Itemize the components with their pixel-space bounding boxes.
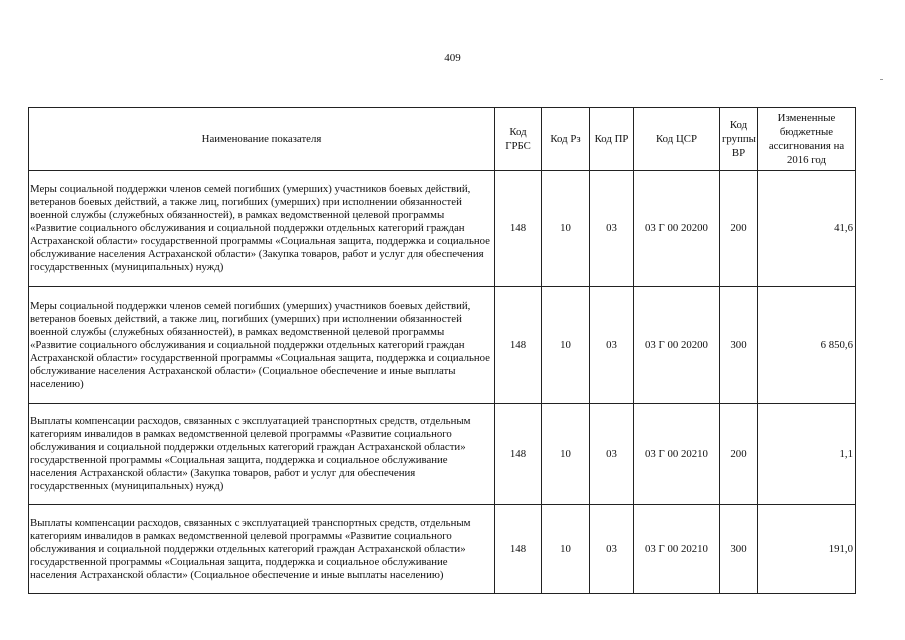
header-row — [29, 108, 856, 171]
header-rz: Код Рз — [542, 108, 590, 171]
header-vr: Код группы ВР — [720, 108, 758, 171]
header-pr: Код ПР — [590, 108, 634, 171]
table-header — [29, 108, 856, 171]
table-row — [29, 404, 856, 505]
table-body — [29, 171, 856, 594]
cell-vr: 300 — [720, 287, 758, 404]
cell-grbs: 148 — [495, 287, 542, 404]
scan-edge-mark — [880, 79, 883, 80]
cell-csr: 03 Г 00 20210 — [634, 505, 720, 594]
cell-pr: 03 — [590, 287, 634, 404]
cell-csr: 03 Г 00 20210 — [634, 404, 720, 505]
header-name: Наименование показателя — [29, 108, 495, 171]
cell-amount: 41,6 — [758, 171, 856, 287]
cell-grbs: 148 — [495, 505, 542, 594]
cell-vr: 300 — [720, 505, 758, 594]
cell-rz: 10 — [542, 505, 590, 594]
cell-pr: 03 — [590, 171, 634, 287]
table-row — [29, 505, 856, 594]
cell-pr: 03 — [590, 404, 634, 505]
cell-csr: 03 Г 00 20200 — [634, 171, 720, 287]
cell-grbs: 148 — [495, 171, 542, 287]
budget-allocation-table — [28, 107, 856, 594]
header-grbs: Код ГРБС — [495, 108, 542, 171]
cell-name: Выплаты компенсации расходов, связанных с эксплуатацией транспортных средств, отдельным категориям инвалидов в рамках ведомственной целевой программы «Развитие социального обслуживания и социальной поддержки отдельных категорий граждан Астраханской области» государственной программы «Социальная защита, поддержка и социальное обслуживание населения Астраханской области» (Социальное обеспечение и иные выплаты населению) — [29, 505, 495, 594]
table-row — [29, 171, 856, 287]
cell-grbs: 148 — [495, 404, 542, 505]
table-row — [29, 287, 856, 404]
cell-rz: 10 — [542, 404, 590, 505]
cell-pr: 03 — [590, 505, 634, 594]
cell-rz: 10 — [542, 287, 590, 404]
page-number: 409 — [444, 52, 461, 64]
cell-vr: 200 — [720, 171, 758, 287]
cell-amount: 191,0 — [758, 505, 856, 594]
cell-amount: 1,1 — [758, 404, 856, 505]
cell-name: Меры социальной поддержки членов семей погибших (умерших) участников боевых действий, ветеранов боевых действий, а также лиц, погибших (умерших) при исполнении обязанностей военной службы (служебных обязанностей), в рамках ведомственной целевой программы «Развитие социального обслуживания и социальной поддержки отдельных категорий граждан Астраханской области» государственной программы «Социальная защита, поддержка и социальное обслуживание населения Астраханской области» (Закупка товаров, работ и услуг для обеспечения государственных (муниципальных) нужд) — [29, 171, 495, 287]
cell-rz: 10 — [542, 171, 590, 287]
cell-amount: 6 850,6 — [758, 287, 856, 404]
header-amount: Измененные бюджетные ассигнования на 2016 год — [758, 108, 856, 171]
cell-vr: 200 — [720, 404, 758, 505]
header-csr: Код ЦСР — [634, 108, 720, 171]
cell-name: Выплаты компенсации расходов, связанных с эксплуатацией транспортных средств, отдельным категориям инвалидов в рамках ведомственной целевой программы «Развитие социального обслуживания и социальной поддержки отдельных категорий граждан Астраханской области» государственной программы «Социальная защита, поддержка и социальное обслуживание населения Астраханской области» (Закупка товаров, работ и услуг для обеспечения государственных (муниципальных) нужд) — [29, 404, 495, 505]
cell-csr: 03 Г 00 20200 — [634, 287, 720, 404]
cell-name: Меры социальной поддержки членов семей погибших (умерших) участников боевых действий, ветеранов боевых действий, а также лиц, погибших (умерших) при исполнении обязанностей военной службы (служебных обязанностей), в рамках ведомственной целевой программы «Развитие социального обслуживания и социальной поддержки отдельных категорий граждан Астраханской области» государственной программы «Социальная защита, поддержка и социальное обслуживание населения Астраханской области» (Социальное обеспечение и иные выплаты населению) — [29, 287, 495, 404]
